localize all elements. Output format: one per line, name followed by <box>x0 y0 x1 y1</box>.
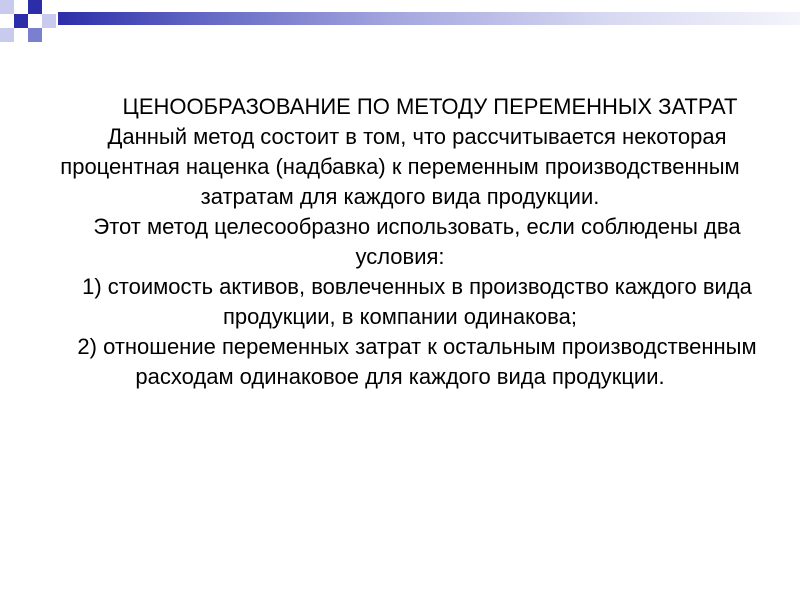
decor-square <box>42 14 56 28</box>
paragraph-condition-1: 1) стоимость активов, вовлеченных в производство каждого вида продукции, в компании одинакова; <box>82 274 752 329</box>
decor-square <box>28 28 42 42</box>
paragraph-conditions-intro: Этот метод целесообразно использовать, если соблюдены два условия: <box>93 214 741 269</box>
decor-square <box>14 14 28 28</box>
decor-square <box>28 0 42 14</box>
slide-body <box>40 92 760 392</box>
header-gradient-bar <box>58 12 800 25</box>
header-decoration <box>0 0 800 46</box>
decor-square <box>0 0 14 14</box>
paragraph-condition-2: 2) отношение переменных затрат к остальным производственным расходам одинаковое для каждого вида продукции. <box>77 334 757 389</box>
paragraph-method-description: Данный метод состоит в том, что рассчитывается некоторая процентная наценка (надбавка) к переменным производственным затратам для каждого вида продукции. <box>60 124 740 209</box>
slide-title: ЦЕНООБРАЗОВАНИЕ ПО МЕТОДУ ПЕРЕМЕННЫХ ЗАТРАТ <box>122 94 738 119</box>
decor-square <box>0 28 14 42</box>
